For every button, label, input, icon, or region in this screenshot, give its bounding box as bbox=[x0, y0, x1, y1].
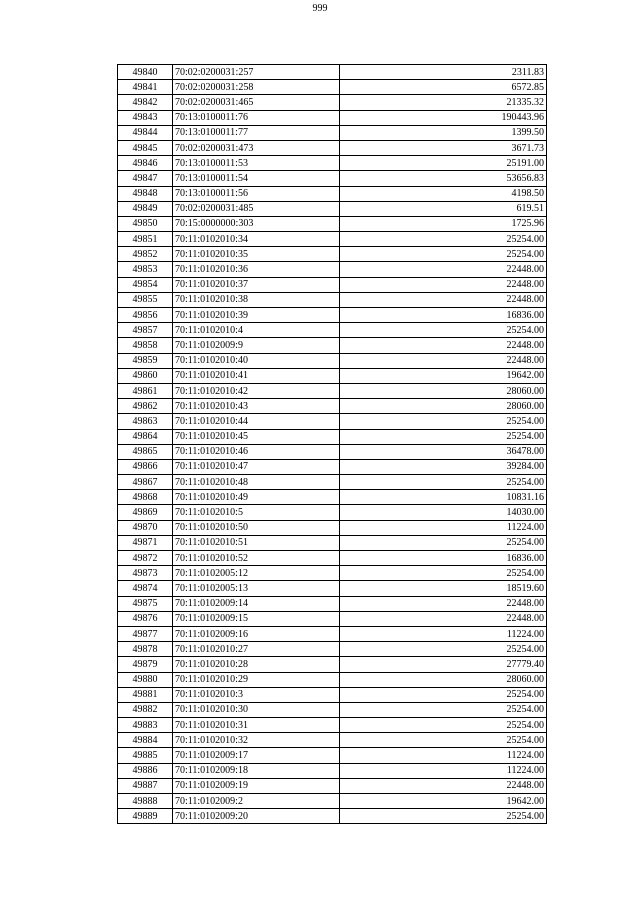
cadastral-number-cell: 70:11:0102009:16 bbox=[173, 626, 340, 641]
cadastral-number-cell: 70:11:0102010:39 bbox=[173, 308, 340, 323]
table-row bbox=[118, 186, 547, 201]
value-cell: 22448.00 bbox=[340, 277, 547, 292]
value-cell: 22448.00 bbox=[340, 262, 547, 277]
row-number-cell: 49885 bbox=[118, 748, 173, 763]
cadastral-number-cell: 70:11:0102010:44 bbox=[173, 414, 340, 429]
table-row bbox=[118, 642, 547, 657]
row-number-cell: 49854 bbox=[118, 277, 173, 292]
row-number-cell: 49888 bbox=[118, 794, 173, 809]
value-cell: 25254.00 bbox=[340, 733, 547, 748]
row-number-cell: 49886 bbox=[118, 763, 173, 778]
value-cell: 2311.83 bbox=[340, 65, 547, 80]
row-number-cell: 49867 bbox=[118, 475, 173, 490]
value-cell: 25254.00 bbox=[340, 702, 547, 717]
table-row bbox=[118, 505, 547, 520]
value-cell: 16836.00 bbox=[340, 308, 547, 323]
value-cell: 25254.00 bbox=[340, 535, 547, 550]
cadastral-number-cell: 70:13:0100011:76 bbox=[173, 110, 340, 125]
value-cell: 3671.73 bbox=[340, 140, 547, 155]
cadastral-number-cell: 70:02:0200031:473 bbox=[173, 140, 340, 155]
cadastral-number-cell: 70:11:0102010:37 bbox=[173, 277, 340, 292]
value-cell: 19642.00 bbox=[340, 794, 547, 809]
table-row bbox=[118, 748, 547, 763]
cadastral-number-cell: 70:11:0102010:51 bbox=[173, 535, 340, 550]
row-number-cell: 49858 bbox=[118, 338, 173, 353]
table-row bbox=[118, 399, 547, 414]
table-row bbox=[118, 596, 547, 611]
cadastral-number-cell: 70:02:0200031:465 bbox=[173, 95, 340, 110]
value-cell: 28060.00 bbox=[340, 383, 547, 398]
row-number-cell: 49869 bbox=[118, 505, 173, 520]
table-row bbox=[118, 338, 547, 353]
row-number-cell: 49845 bbox=[118, 140, 173, 155]
table-row bbox=[118, 140, 547, 155]
table-row bbox=[118, 353, 547, 368]
table-row bbox=[118, 551, 547, 566]
cadastral-number-cell: 70:11:0102010:46 bbox=[173, 444, 340, 459]
value-cell: 22448.00 bbox=[340, 611, 547, 626]
value-cell: 16836.00 bbox=[340, 551, 547, 566]
table-row bbox=[118, 216, 547, 231]
value-cell: 25254.00 bbox=[340, 809, 547, 824]
value-cell: 25254.00 bbox=[340, 232, 547, 247]
table-row bbox=[118, 383, 547, 398]
table-row bbox=[118, 535, 547, 550]
value-cell: 1399.50 bbox=[340, 125, 547, 140]
table-row bbox=[118, 444, 547, 459]
cadastral-number-cell: 70:11:0102005:12 bbox=[173, 566, 340, 581]
cadastral-number-cell: 70:11:0102010:52 bbox=[173, 551, 340, 566]
value-cell: 11224.00 bbox=[340, 520, 547, 535]
value-cell: 22448.00 bbox=[340, 778, 547, 793]
row-number-cell: 49865 bbox=[118, 444, 173, 459]
cadastral-number-cell: 70:02:0200031:257 bbox=[173, 65, 340, 80]
table-row bbox=[118, 368, 547, 383]
table-row bbox=[118, 277, 547, 292]
value-cell: 18519.60 bbox=[340, 581, 547, 596]
value-cell: 1725.96 bbox=[340, 216, 547, 231]
value-cell: 27779.40 bbox=[340, 657, 547, 672]
cadastral-number-cell: 70:11:0102010:5 bbox=[173, 505, 340, 520]
cadastral-number-cell: 70:11:0102010:35 bbox=[173, 247, 340, 262]
row-number-cell: 49843 bbox=[118, 110, 173, 125]
cadastral-number-cell: 70:11:0102010:48 bbox=[173, 475, 340, 490]
row-number-cell: 49874 bbox=[118, 581, 173, 596]
value-cell: 22448.00 bbox=[340, 353, 547, 368]
row-number-cell: 49870 bbox=[118, 520, 173, 535]
cadastral-number-cell: 70:11:0102010:40 bbox=[173, 353, 340, 368]
row-number-cell: 49852 bbox=[118, 247, 173, 262]
table-row bbox=[118, 292, 547, 307]
value-cell: 11224.00 bbox=[340, 748, 547, 763]
table-row bbox=[118, 733, 547, 748]
value-cell: 25254.00 bbox=[340, 687, 547, 702]
table-row bbox=[118, 626, 547, 641]
table-row bbox=[118, 95, 547, 110]
row-number-cell: 49844 bbox=[118, 125, 173, 140]
table-row bbox=[118, 611, 547, 626]
row-number-cell: 49873 bbox=[118, 566, 173, 581]
cadastral-number-cell: 70:11:0102010:3 bbox=[173, 687, 340, 702]
cadastral-number-cell: 70:11:0102010:41 bbox=[173, 368, 340, 383]
value-cell: 19642.00 bbox=[340, 368, 547, 383]
cadastral-number-cell: 70:11:0102010:31 bbox=[173, 718, 340, 733]
value-cell: 22448.00 bbox=[340, 292, 547, 307]
cadastral-number-cell: 70:11:0102010:36 bbox=[173, 262, 340, 277]
table-row bbox=[118, 171, 547, 186]
cadastral-number-cell: 70:11:0102010:45 bbox=[173, 429, 340, 444]
value-cell: 4198.50 bbox=[340, 186, 547, 201]
row-number-cell: 49849 bbox=[118, 201, 173, 216]
table-row bbox=[118, 125, 547, 140]
cadastral-number-cell: 70:11:0102005:13 bbox=[173, 581, 340, 596]
value-cell: 28060.00 bbox=[340, 672, 547, 687]
cadastral-number-cell: 70:02:0200031:485 bbox=[173, 201, 340, 216]
table-row bbox=[118, 80, 547, 95]
row-number-cell: 49887 bbox=[118, 778, 173, 793]
value-cell: 190443.96 bbox=[340, 110, 547, 125]
table-row bbox=[118, 490, 547, 505]
cadastral-number-cell: 70:11:0102009:18 bbox=[173, 763, 340, 778]
cadastral-number-cell: 70:13:0100011:77 bbox=[173, 125, 340, 140]
value-cell: 10831.16 bbox=[340, 490, 547, 505]
table-row bbox=[118, 247, 547, 262]
table-row bbox=[118, 763, 547, 778]
row-number-cell: 49848 bbox=[118, 186, 173, 201]
table-row bbox=[118, 794, 547, 809]
value-cell: 25254.00 bbox=[340, 718, 547, 733]
table-row bbox=[118, 702, 547, 717]
cadastral-number-cell: 70:02:0200031:258 bbox=[173, 80, 340, 95]
value-cell: 25254.00 bbox=[340, 475, 547, 490]
row-number-cell: 49863 bbox=[118, 414, 173, 429]
row-number-cell: 49842 bbox=[118, 95, 173, 110]
row-number-cell: 49851 bbox=[118, 232, 173, 247]
row-number-cell: 49880 bbox=[118, 672, 173, 687]
value-cell: 11224.00 bbox=[340, 626, 547, 641]
row-number-cell: 49872 bbox=[118, 551, 173, 566]
cadastral-number-cell: 70:13:0100011:54 bbox=[173, 171, 340, 186]
cadastral-number-cell: 70:11:0102010:29 bbox=[173, 672, 340, 687]
table-row bbox=[118, 201, 547, 216]
value-cell: 22448.00 bbox=[340, 596, 547, 611]
table-row bbox=[118, 778, 547, 793]
row-number-cell: 49857 bbox=[118, 323, 173, 338]
row-number-cell: 49864 bbox=[118, 429, 173, 444]
row-number-cell: 49883 bbox=[118, 718, 173, 733]
row-number-cell: 49861 bbox=[118, 383, 173, 398]
table-row bbox=[118, 110, 547, 125]
row-number-cell: 49846 bbox=[118, 156, 173, 171]
table-row bbox=[118, 156, 547, 171]
value-cell: 21335.32 bbox=[340, 95, 547, 110]
table-row bbox=[118, 809, 547, 824]
cadastral-number-cell: 70:13:0100011:53 bbox=[173, 156, 340, 171]
table-row bbox=[118, 566, 547, 581]
row-number-cell: 49847 bbox=[118, 171, 173, 186]
table-row bbox=[118, 657, 547, 672]
value-cell: 25254.00 bbox=[340, 414, 547, 429]
table-row bbox=[118, 308, 547, 323]
table-row bbox=[118, 414, 547, 429]
row-number-cell: 49859 bbox=[118, 353, 173, 368]
row-number-cell: 49862 bbox=[118, 399, 173, 414]
cadastral-number-cell: 70:11:0102009:20 bbox=[173, 809, 340, 824]
table-row bbox=[118, 718, 547, 733]
cadastral-number-cell: 70:11:0102010:49 bbox=[173, 490, 340, 505]
cadastral-number-cell: 70:11:0102010:38 bbox=[173, 292, 340, 307]
table-row bbox=[118, 65, 547, 80]
row-number-cell: 49876 bbox=[118, 611, 173, 626]
table-row bbox=[118, 262, 547, 277]
cadastral-number-cell: 70:11:0102010:27 bbox=[173, 642, 340, 657]
value-cell: 25254.00 bbox=[340, 566, 547, 581]
cadastral-number-cell: 70:11:0102009:2 bbox=[173, 794, 340, 809]
cadastral-number-cell: 70:11:0102010:43 bbox=[173, 399, 340, 414]
cadastral-number-cell: 70:11:0102010:4 bbox=[173, 323, 340, 338]
row-number-cell: 49855 bbox=[118, 292, 173, 307]
value-cell: 6572.85 bbox=[340, 80, 547, 95]
table-row bbox=[118, 475, 547, 490]
row-number-cell: 49866 bbox=[118, 459, 173, 474]
table-row bbox=[118, 429, 547, 444]
table-row bbox=[118, 672, 547, 687]
row-number-cell: 49850 bbox=[118, 216, 173, 231]
row-number-cell: 49856 bbox=[118, 308, 173, 323]
row-number-cell: 49875 bbox=[118, 596, 173, 611]
value-cell: 22448.00 bbox=[340, 338, 547, 353]
cadastral-number-cell: 70:11:0102009:9 bbox=[173, 338, 340, 353]
cadastral-number-cell: 70:11:0102010:32 bbox=[173, 733, 340, 748]
row-number-cell: 49882 bbox=[118, 702, 173, 717]
row-number-cell: 49879 bbox=[118, 657, 173, 672]
cadastral-number-cell: 70:11:0102010:50 bbox=[173, 520, 340, 535]
table-row bbox=[118, 459, 547, 474]
cadastral-number-cell: 70:13:0100011:56 bbox=[173, 186, 340, 201]
row-number-cell: 49853 bbox=[118, 262, 173, 277]
value-cell: 14030.00 bbox=[340, 505, 547, 520]
row-number-cell: 49840 bbox=[118, 65, 173, 80]
cadastral-number-cell: 70:11:0102010:42 bbox=[173, 383, 340, 398]
row-number-cell: 49889 bbox=[118, 809, 173, 824]
value-cell: 25191.00 bbox=[340, 156, 547, 171]
value-cell: 53656.83 bbox=[340, 171, 547, 186]
value-cell: 25254.00 bbox=[340, 247, 547, 262]
row-number-cell: 49860 bbox=[118, 368, 173, 383]
value-cell: 36478.00 bbox=[340, 444, 547, 459]
cadastral-number-cell: 70:11:0102010:28 bbox=[173, 657, 340, 672]
cadastral-number-cell: 70:11:0102009:19 bbox=[173, 778, 340, 793]
cadastral-number-cell: 70:11:0102010:34 bbox=[173, 232, 340, 247]
cadastral-number-cell: 70:11:0102009:17 bbox=[173, 748, 340, 763]
cadastral-number-cell: 70:11:0102009:15 bbox=[173, 611, 340, 626]
value-cell: 25254.00 bbox=[340, 429, 547, 444]
row-number-cell: 49841 bbox=[118, 80, 173, 95]
value-cell: 619.51 bbox=[340, 201, 547, 216]
row-number-cell: 49868 bbox=[118, 490, 173, 505]
cadastral-number-cell: 70:11:0102009:14 bbox=[173, 596, 340, 611]
row-number-cell: 49884 bbox=[118, 733, 173, 748]
table-row bbox=[118, 520, 547, 535]
table-row bbox=[118, 232, 547, 247]
cadastral-number-cell: 70:11:0102010:30 bbox=[173, 702, 340, 717]
row-number-cell: 49877 bbox=[118, 626, 173, 641]
row-number-cell: 49871 bbox=[118, 535, 173, 550]
value-cell: 25254.00 bbox=[340, 323, 547, 338]
cadastral-number-cell: 70:11:0102010:47 bbox=[173, 459, 340, 474]
table-row bbox=[118, 323, 547, 338]
value-cell: 39284.00 bbox=[340, 459, 547, 474]
data-table bbox=[117, 64, 547, 824]
table-row bbox=[118, 581, 547, 596]
value-cell: 25254.00 bbox=[340, 642, 547, 657]
row-number-cell: 49881 bbox=[118, 687, 173, 702]
value-cell: 28060.00 bbox=[340, 399, 547, 414]
value-cell: 11224.00 bbox=[340, 763, 547, 778]
table-body bbox=[118, 65, 547, 824]
table-row bbox=[118, 687, 547, 702]
cadastral-number-cell: 70:15:0000000:303 bbox=[173, 216, 340, 231]
page-number: 999 bbox=[312, 3, 328, 14]
row-number-cell: 49878 bbox=[118, 642, 173, 657]
